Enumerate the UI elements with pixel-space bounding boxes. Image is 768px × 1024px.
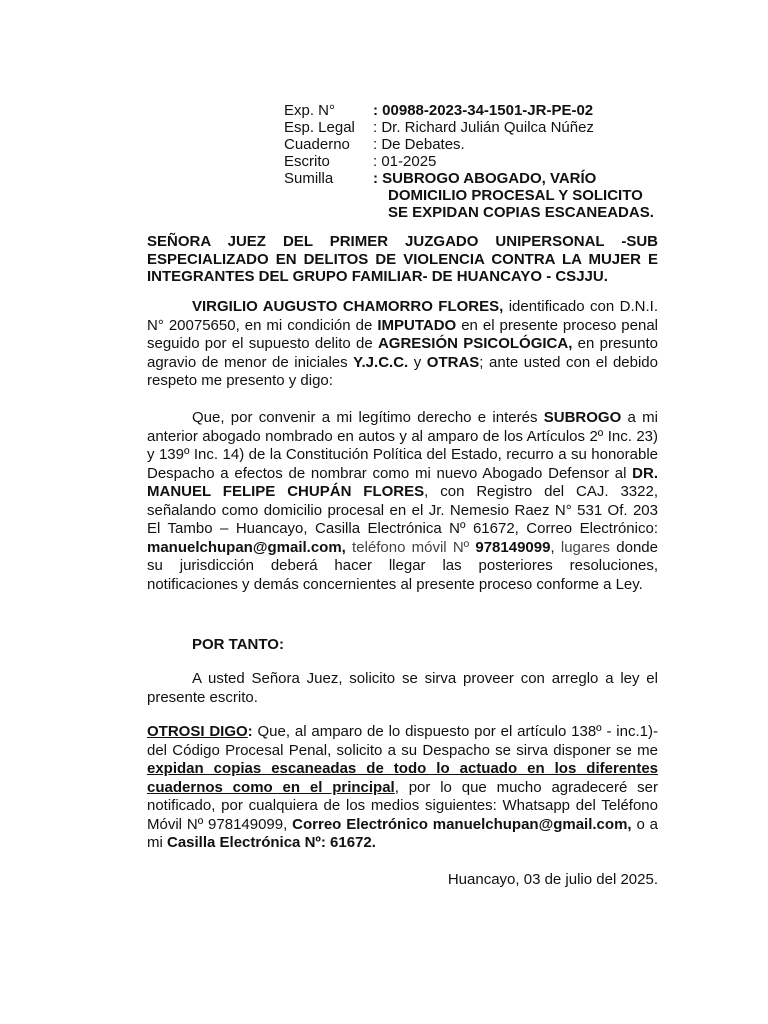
paragraph-presentation	[147, 298, 658, 391]
p2-text-4: teléfono móvil Nº	[345, 538, 476, 556]
exp-value: : 00988-2023-34-1501-JR-PE-02	[373, 102, 594, 119]
lawyer-email: manuelchupan@gmail.com,	[147, 538, 346, 556]
sumilla-line-1: : SUBROGO ABOGADO, VARÍO	[373, 170, 597, 187]
paragraph-subrogation	[147, 409, 658, 594]
sumilla-row	[284, 170, 654, 187]
delito-label: AGRESIÓN PSICOLÓGICA,	[377, 335, 573, 352]
paragraph-request: A usted Señora Juez, solicito se sirva proveer con arreglo a ley el presente escrito.	[147, 670, 658, 706]
correo-label: Correo Electrónico manuelchupan@gmail.com,	[292, 815, 632, 833]
esp-value: : Dr. Richard Julián Quilca Núñez	[373, 119, 594, 136]
otrosi-heading: OTROSI DIGO	[147, 723, 248, 740]
sumilla-line-3: SE EXPIDAN COPIAS ESCANEADAS.	[388, 204, 654, 221]
p1-text-2: en el presente proceso penal seguido por el supuesto delito de	[147, 316, 658, 352]
case-header	[284, 102, 654, 221]
otrosi-colon: :	[247, 723, 253, 740]
p2-text-5: ,	[550, 538, 561, 556]
p1-text-3: en presunto agravio de menor de iniciales	[147, 335, 658, 371]
otras-label: OTRAS	[426, 353, 480, 371]
addressee: SEÑORA JUEZ DEL PRIMER JUZGADO UNIPERSONAL -SUB ESPECIALIZADO EN DELITOS DE VIOLENCIA CONTRA LA MUJER E INTEGRANTES DEL GRUPO FAMILIAR- DE HUANCAYO - CSJJU.	[147, 233, 658, 285]
cuaderno-row	[284, 136, 654, 153]
escrito-label: Escrito	[284, 153, 330, 170]
lugares-word: lugares	[560, 538, 611, 556]
p1-text-4: y	[408, 353, 427, 371]
sumilla-label: Sumilla	[284, 170, 334, 187]
sumilla-line-2: DOMICILIO PROCESAL Y SOLICITO	[388, 187, 643, 204]
casilla-label: Casilla Electrónica Nº: 61672.	[167, 834, 376, 851]
imputado-label: IMPUTADO	[377, 316, 457, 334]
escrito-row	[284, 153, 654, 170]
petitioner-name: VIRGILIO AUGUSTO CHAMORRO FLORES,	[192, 298, 504, 315]
p2-text-2: a mi anterior abogado nombrado en autos y al amparo de los Artículos 2º Inc. 23) y 139º Inc. 14) de la Constitución Política del Estado, recurro a su honorable Despacho a efectos de nombrar como mi nuevo Abogado Defensor al	[147, 409, 658, 482]
escrito-value: : 01-2025	[373, 153, 437, 170]
lawyer-name: DR. MANUEL FELIPE CHUPÁN FLORES	[147, 464, 658, 500]
exp-label: Exp. N°	[284, 102, 336, 119]
p1-text-1: identificado con D.N.I. N° 20075650, en mi condición de	[147, 298, 658, 334]
p2-text-6: donde su jurisdicción deberá hacer llegar las posteriores resoluciones, notificaciones y demás concernientes al presente proceso conforme a Ley.	[147, 538, 658, 593]
esp-label: Esp. Legal	[284, 119, 355, 136]
p5-text-1: Que, al amparo de lo dispuesto por el artículo 138º - inc.1)- del Código Procesal Penal, solicito a su Despacho se sirva disponer se me	[147, 723, 658, 759]
p5-text-3: o a mi	[147, 815, 658, 851]
lawyer-phone: 978149099	[475, 538, 551, 556]
p1-text-5: ; ante usted con el debido respeto me presento y digo:	[147, 353, 658, 389]
p2-text-3: , con Registro del CAJ. 3322, señalando como domicilio procesal en el Jr. Nemesio Raez N° 531 Of. 203 El Tambo – Huancayo, Casilla Electrónica Nº 61672, Correo Electrónico:	[147, 483, 658, 537]
subrogo-label: SUBROGO	[543, 409, 622, 426]
iniciales-label: Y.J.C.C.	[353, 353, 409, 371]
cuaderno-label: Cuaderno	[284, 136, 350, 153]
exp-row	[284, 102, 654, 119]
p5-text-2: , por lo que mucho agradeceré ser notificado, por cualquiera de los medios siguientes: Whatsapp del Teléfono Móvil Nº 978149099,	[147, 778, 658, 833]
document-date: Huancayo, 03 de julio del 2025.	[447, 871, 658, 888]
esp-row	[284, 119, 654, 136]
cuaderno-value: : De Debates.	[373, 136, 465, 153]
paragraph-otrosi	[147, 723, 658, 853]
copies-request: expidan copias escaneadas de todo lo actuado en los diferentes cuadernos como en el principal	[147, 760, 658, 796]
p2-text-1: Que, por convenir a mi legítimo derecho e interés	[192, 409, 544, 426]
por-tanto-heading: POR TANTO:	[192, 636, 284, 653]
